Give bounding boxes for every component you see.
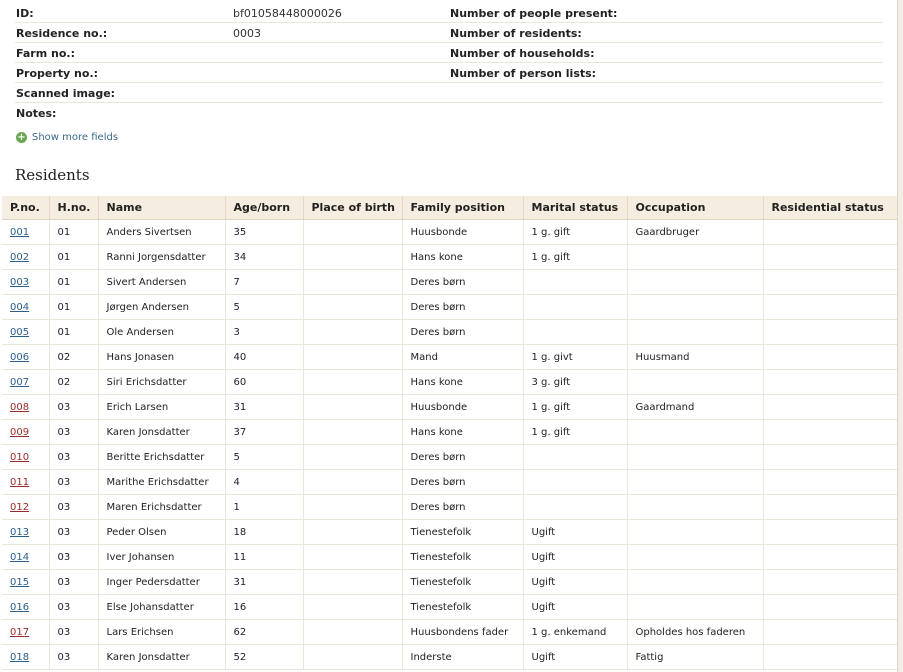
meta-row-notes (15, 102, 883, 122)
meta-value: 0003 (233, 27, 261, 40)
table-row (2, 620, 897, 645)
birthplace-cell (303, 220, 402, 245)
person-link[interactable]: 014 (10, 551, 30, 563)
marital-status-cell (523, 470, 627, 495)
person-link[interactable]: 012 (10, 501, 30, 513)
column-header-age[interactable]: Age/born (225, 196, 303, 220)
table-row (2, 370, 897, 395)
occupation-cell (627, 470, 763, 495)
occupation-cell: Fattig (627, 645, 763, 670)
person-name-cell: Iver Johansen (98, 545, 225, 570)
column-header-name[interactable]: Name (98, 196, 225, 220)
birthplace-cell (303, 470, 402, 495)
person-number-cell (2, 320, 49, 345)
household-number-cell: 03 (49, 570, 98, 595)
age-cell: 60 (225, 370, 303, 395)
family-position-cell: Deres børn (402, 470, 523, 495)
birthplace-cell (303, 395, 402, 420)
person-number-cell (2, 370, 49, 395)
household-number-cell: 03 (49, 395, 98, 420)
marital-status-cell (523, 295, 627, 320)
family-position-cell: Deres børn (402, 320, 523, 345)
occupation-cell (627, 245, 763, 270)
household-number-cell: 03 (49, 620, 98, 645)
birthplace-cell (303, 320, 402, 345)
table-row (2, 645, 897, 670)
column-header-birthplace[interactable]: Place of birth (303, 196, 402, 220)
table-row (2, 245, 897, 270)
age-cell: 5 (225, 295, 303, 320)
meta-label: ID: (16, 7, 34, 20)
plus-circle-icon: + (17, 131, 26, 143)
person-name-cell: Siri Erichsdatter (98, 370, 225, 395)
column-header-pno[interactable]: P.no. (2, 196, 49, 220)
person-name-cell: Karen Jonsdatter (98, 420, 225, 445)
table-row (2, 520, 897, 545)
age-cell: 4 (225, 470, 303, 495)
person-link[interactable]: 016 (10, 601, 30, 613)
person-number-cell (2, 220, 49, 245)
occupation-cell (627, 445, 763, 470)
meta-label: Number of people present: (450, 7, 618, 20)
residential-status-cell (763, 370, 897, 395)
household-number-cell: 03 (49, 520, 98, 545)
table-row (2, 270, 897, 295)
person-name-cell: Else Johansdatter (98, 595, 225, 620)
family-position-cell: Deres børn (402, 270, 523, 295)
residential-status-cell (763, 320, 897, 345)
person-link[interactable]: 005 (10, 326, 30, 338)
household-number-cell: 01 (49, 295, 98, 320)
occupation-cell (627, 520, 763, 545)
person-name-cell: Maren Erichsdatter (98, 495, 225, 520)
meta-label: Notes: (16, 107, 57, 120)
table-row (2, 295, 897, 320)
marital-status-cell: 1 g. gift (523, 220, 627, 245)
family-position-cell: Huusbonde (402, 395, 523, 420)
residential-status-cell (763, 545, 897, 570)
show-more-label: Show more fields (32, 131, 119, 143)
occupation-cell (627, 545, 763, 570)
household-number-cell: 03 (49, 545, 98, 570)
birthplace-cell (303, 645, 402, 670)
marital-status-cell: Ugift (523, 520, 627, 545)
marital-status-cell: Ugift (523, 545, 627, 570)
person-link[interactable]: 013 (10, 526, 30, 538)
residential-status-cell (763, 445, 897, 470)
meta-label: Property no.: (16, 67, 99, 80)
person-link[interactable]: 001 (10, 226, 30, 238)
household-number-cell: 03 (49, 595, 98, 620)
residential-status-cell (763, 245, 897, 270)
age-cell: 1 (225, 495, 303, 520)
column-header-occupation[interactable]: Occupation (627, 196, 763, 220)
occupation-cell (627, 270, 763, 295)
person-link[interactable]: 004 (10, 301, 30, 313)
person-name-cell: Beritte Erichsdatter (98, 445, 225, 470)
meta-label: Farm no.: (16, 47, 75, 60)
meta-row-residence (15, 22, 883, 43)
person-name-cell: Marithe Erichsdatter (98, 470, 225, 495)
person-name-cell: Peder Olsen (98, 520, 225, 545)
birthplace-cell (303, 370, 402, 395)
person-link[interactable]: 008 (10, 401, 30, 413)
age-cell: 18 (225, 520, 303, 545)
marital-status-cell: Ugift (523, 645, 627, 670)
family-position-cell: Tienestefolk (402, 520, 523, 545)
occupation-cell (627, 370, 763, 395)
person-number-cell (2, 645, 49, 670)
birthplace-cell (303, 570, 402, 595)
birthplace-cell (303, 445, 402, 470)
family-position-cell: Inderste (402, 645, 523, 670)
birthplace-cell (303, 520, 402, 545)
household-number-cell: 03 (49, 470, 98, 495)
age-cell: 5 (225, 445, 303, 470)
person-number-cell (2, 495, 49, 520)
person-number-cell (2, 395, 49, 420)
age-cell: 52 (225, 645, 303, 670)
person-number-cell (2, 295, 49, 320)
age-cell: 34 (225, 245, 303, 270)
marital-status-cell: 3 g. gift (523, 370, 627, 395)
household-number-cell: 01 (49, 320, 98, 345)
column-header-family-position[interactable]: Family position (402, 196, 523, 220)
person-number-cell (2, 245, 49, 270)
show-more-fields-link[interactable] (16, 130, 118, 144)
occupation-cell (627, 570, 763, 595)
marital-status-cell (523, 495, 627, 520)
column-header-residential-status[interactable]: Residential status (763, 196, 897, 220)
table-row (2, 395, 897, 420)
occupation-cell: Huusmand (627, 345, 763, 370)
occupation-cell (627, 595, 763, 620)
birthplace-cell (303, 270, 402, 295)
age-cell: 62 (225, 620, 303, 645)
age-cell: 11 (225, 545, 303, 570)
meta-row-property (15, 62, 883, 83)
residential-status-cell (763, 520, 897, 545)
meta-label: Number of residents: (450, 27, 582, 40)
table-row (2, 345, 897, 370)
occupation-cell (627, 420, 763, 445)
birthplace-cell (303, 495, 402, 520)
age-cell: 40 (225, 345, 303, 370)
person-name-cell: Ranni Jorgensdatter (98, 245, 225, 270)
meta-label: Scanned image: (16, 87, 116, 100)
marital-status-cell: 1 g. gift (523, 395, 627, 420)
family-position-cell: Huusbondens fader (402, 620, 523, 645)
column-header-hno[interactable]: H.no. (49, 196, 98, 220)
residential-status-cell (763, 420, 897, 445)
household-number-cell: 02 (49, 370, 98, 395)
person-link[interactable]: 006 (10, 351, 30, 363)
residential-status-cell (763, 395, 897, 420)
marital-status-cell (523, 445, 627, 470)
occupation-cell: Opholdes hos faderen (627, 620, 763, 645)
table-row (2, 220, 897, 245)
table-row (2, 445, 897, 470)
marital-status-cell: 1 g. gift (523, 420, 627, 445)
table-row (2, 420, 897, 445)
age-cell: 16 (225, 595, 303, 620)
household-number-cell: 03 (49, 445, 98, 470)
residents-heading: Residents (15, 166, 90, 184)
residential-status-cell (763, 295, 897, 320)
occupation-cell (627, 495, 763, 520)
table-row (2, 320, 897, 345)
age-cell: 7 (225, 270, 303, 295)
birthplace-cell (303, 420, 402, 445)
meta-row-farm (15, 42, 883, 63)
table-row (2, 570, 897, 595)
household-number-cell: 01 (49, 220, 98, 245)
age-cell: 3 (225, 320, 303, 345)
person-link[interactable]: 015 (10, 576, 30, 588)
family-position-cell: Hans kone (402, 420, 523, 445)
person-name-cell: Ole Andersen (98, 320, 225, 345)
table-row (2, 470, 897, 495)
residential-status-cell (763, 645, 897, 670)
marital-status-cell: Ugift (523, 595, 627, 620)
occupation-cell (627, 320, 763, 345)
household-number-cell: 03 (49, 495, 98, 520)
meta-row-id (15, 2, 883, 23)
family-position-cell: Huusbonde (402, 220, 523, 245)
birthplace-cell (303, 595, 402, 620)
marital-status-cell: 1 g. givt (523, 345, 627, 370)
person-number-cell (2, 595, 49, 620)
table-row (2, 545, 897, 570)
family-position-cell: Hans kone (402, 370, 523, 395)
person-name-cell: Lars Erichsen (98, 620, 225, 645)
birthplace-cell (303, 620, 402, 645)
birthplace-cell (303, 545, 402, 570)
meta-label: Number of households: (450, 47, 595, 60)
family-position-cell: Tienestefolk (402, 570, 523, 595)
person-link[interactable]: 010 (10, 451, 30, 463)
household-number-cell: 01 (49, 245, 98, 270)
household-number-cell: 02 (49, 345, 98, 370)
marital-status-cell: Ugift (523, 570, 627, 595)
family-position-cell: Deres børn (402, 445, 523, 470)
residential-status-cell (763, 620, 897, 645)
residents-table (2, 196, 897, 670)
household-number-cell: 03 (49, 645, 98, 670)
residential-status-cell (763, 220, 897, 245)
person-number-cell (2, 420, 49, 445)
person-name-cell: Inger Pedersdatter (98, 570, 225, 595)
person-link[interactable]: 003 (10, 276, 30, 288)
family-position-cell: Mand (402, 345, 523, 370)
person-name-cell: Hans Jonasen (98, 345, 225, 370)
meta-row-scanned-image (15, 82, 883, 103)
age-cell: 31 (225, 395, 303, 420)
table-header-row (2, 196, 897, 220)
residential-status-cell (763, 495, 897, 520)
marital-status-cell: 1 g. enkemand (523, 620, 627, 645)
meta-label: Number of person lists: (450, 67, 597, 80)
person-number-cell (2, 570, 49, 595)
meta-label: Residence no.: (16, 27, 108, 40)
person-number-cell (2, 545, 49, 570)
table-row (2, 595, 897, 620)
person-name-cell: Sivert Andersen (98, 270, 225, 295)
birthplace-cell (303, 295, 402, 320)
person-link[interactable]: 002 (10, 251, 30, 263)
birthplace-cell (303, 245, 402, 270)
marital-status-cell (523, 320, 627, 345)
person-number-cell (2, 270, 49, 295)
person-number-cell (2, 345, 49, 370)
person-number-cell (2, 620, 49, 645)
age-cell: 35 (225, 220, 303, 245)
person-number-cell (2, 520, 49, 545)
person-name-cell: Anders Sivertsen (98, 220, 225, 245)
occupation-cell: Gaardbruger (627, 220, 763, 245)
age-cell: 37 (225, 420, 303, 445)
residential-status-cell (763, 470, 897, 495)
meta-value: bf01058448000026 (233, 7, 342, 20)
family-position-cell: Tienestefolk (402, 545, 523, 570)
person-name-cell: Erich Larsen (98, 395, 225, 420)
person-link[interactable]: 011 (10, 476, 30, 488)
table-row (2, 495, 897, 520)
person-link[interactable]: 017 (10, 626, 30, 638)
household-number-cell: 01 (49, 270, 98, 295)
residential-status-cell (763, 345, 897, 370)
person-link[interactable]: 007 (10, 376, 30, 388)
age-cell: 31 (225, 570, 303, 595)
household-number-cell: 03 (49, 420, 98, 445)
person-name-cell: Jørgen Andersen (98, 295, 225, 320)
person-number-cell (2, 470, 49, 495)
family-position-cell: Hans kone (402, 245, 523, 270)
person-name-cell: Karen Jonsdatter (98, 645, 225, 670)
marital-status-cell: 1 g. gift (523, 245, 627, 270)
occupation-cell (627, 295, 763, 320)
residential-status-cell (763, 570, 897, 595)
family-position-cell: Deres børn (402, 295, 523, 320)
birthplace-cell (303, 345, 402, 370)
occupation-cell: Gaardmand (627, 395, 763, 420)
person-number-cell (2, 445, 49, 470)
person-link[interactable]: 009 (10, 426, 30, 438)
marital-status-cell (523, 270, 627, 295)
person-link[interactable]: 018 (10, 651, 30, 663)
residential-status-cell (763, 595, 897, 620)
family-position-cell: Deres børn (402, 495, 523, 520)
family-position-cell: Tienestefolk (402, 595, 523, 620)
column-header-marital-status[interactable]: Marital status (523, 196, 627, 220)
residential-status-cell (763, 270, 897, 295)
